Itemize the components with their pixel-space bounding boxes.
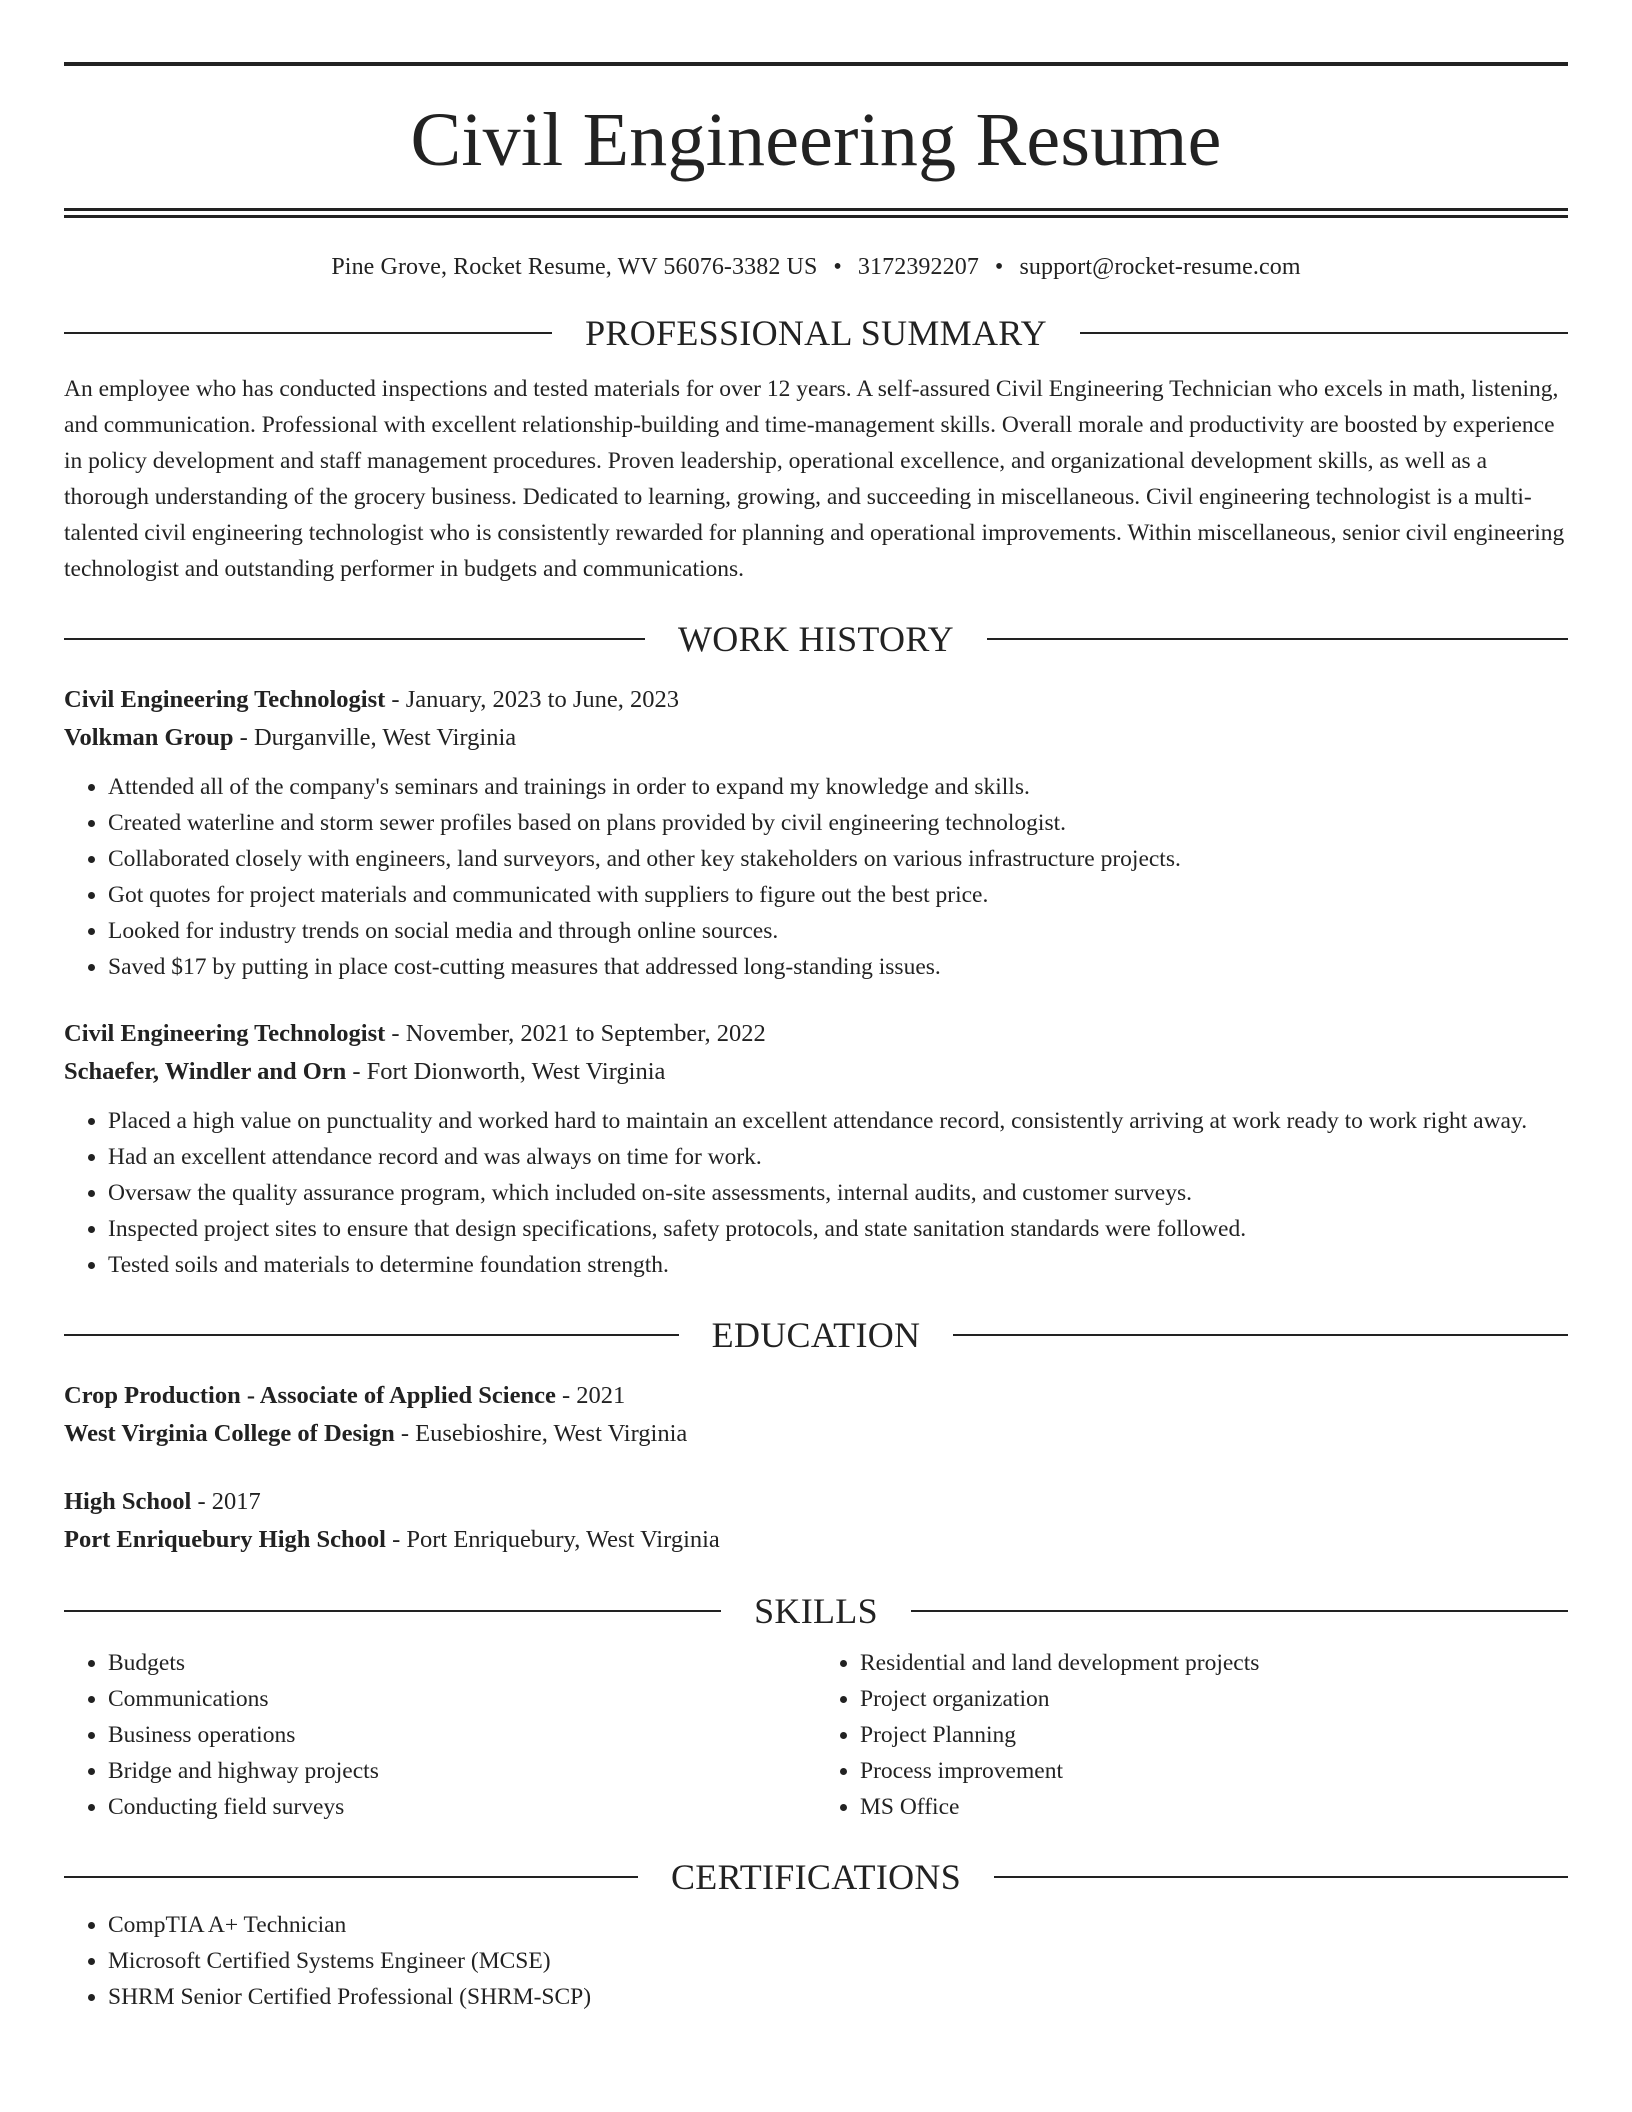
skill-item: • Project organization (860, 1681, 1568, 1717)
contact-separator: • (994, 254, 1004, 280)
education-year: - 2021 (555, 1382, 626, 1409)
job-duty: • Tested soils and materials to determine foundation strength. (108, 1247, 1568, 1283)
contact-address: Pine Grove, Rocket Resume, WV 56076-3382 US (331, 254, 818, 280)
job-duty: • Oversaw the quality assurance program, which included on-site assessments, internal audits, and customer surveys. (108, 1175, 1568, 1211)
top-rule (64, 62, 1568, 66)
skill-item: • Business operations (108, 1717, 816, 1753)
job-title-line (64, 1015, 1568, 1053)
heading-rule (987, 638, 1568, 640)
job-dates: - January, 2023 to June, 2023 (385, 686, 680, 713)
job-duty: • Looked for industry trends on social media and through online sources. (108, 913, 1568, 949)
heading-rule (64, 332, 552, 334)
job-company-line (64, 1053, 1568, 1091)
education-school: Port Enriquebury High School (64, 1526, 386, 1553)
heading-rule (64, 1876, 638, 1878)
contact-email: support@rocket-resume.com (1019, 254, 1301, 280)
skill-item: • Conducting field surveys (108, 1789, 816, 1825)
section-title: PROFESSIONAL SUMMARY (585, 313, 1047, 353)
certification-item: • SHRM Senior Certified Professional (SHRM-SCP) (108, 1979, 1568, 2015)
section-heading-education (64, 1317, 1568, 1353)
section-heading-skills (64, 1593, 1568, 1629)
skill-item: • Process improvement (860, 1753, 1568, 1789)
education-school-line (64, 1521, 1568, 1559)
heading-rule (64, 1610, 721, 1612)
skill-item: • MS Office (860, 1789, 1568, 1825)
job-duties-list (64, 1103, 1568, 1283)
title-double-rule (64, 208, 1568, 218)
job-duty: • Inspected project sites to ensure that design specifications, safety protocols, and state sanitation standards were followed. (108, 1211, 1568, 1247)
section-heading-certifications (64, 1859, 1568, 1895)
section-title: SKILLS (754, 1591, 878, 1631)
job-title: Civil Engineering Technologist (64, 1020, 386, 1047)
job-duties-list (64, 769, 1568, 985)
job-duty: • Got quotes for project materials and communicated with suppliers to figure out the best price. (108, 877, 1568, 913)
job-location: - Fort Dionworth, West Virginia (346, 1058, 666, 1085)
job-title: Civil Engineering Technologist (64, 686, 386, 713)
job-duty: • Collaborated closely with engineers, land surveyors, and other key stakeholders on various infrastructure projects. (108, 841, 1568, 877)
job-company: Schaefer, Windler and Orn (64, 1058, 347, 1085)
contact-line (64, 254, 1568, 281)
job-entry (64, 681, 1568, 985)
heading-rule (64, 638, 645, 640)
heading-rule (953, 1334, 1568, 1336)
job-duty: • Saved $17 by putting in place cost-cutting measures that addressed long-standing issues. (108, 949, 1568, 985)
summary-paragraph: An employee who has conducted inspections and tested materials for over 12 years. A self-assured Civil Engineering Technician who excels in math, listening, and communication. Professional with excellent relationship-building and time-management skills. Overall morale and productivity are boosted by experience in policy development and staff management procedures. Proven leadership, operational excellence, and organizational development skills, as well as a thorough understanding of the grocery business. Dedicated to learning, growing, and succeeding in miscellaneous. Civil engineering technologist is a multi-talented civil engineering technologist who is consistently rewarded for planning and operational improvements. Within miscellaneous, senior civil engineering technologist and outstanding performer in budgets and communications. (64, 376, 1565, 582)
skill-item: • Bridge and highway projects (108, 1753, 816, 1789)
heading-rule (64, 1334, 679, 1336)
job-duty: • Created waterline and storm sewer profiles based on plans provided by civil engineering technologist. (108, 805, 1568, 841)
skills-list-right (816, 1645, 1568, 1825)
certifications-list (64, 1907, 1568, 2015)
section-heading-work-history (64, 621, 1568, 657)
job-location: - Durganville, West Virginia (233, 724, 517, 751)
education-location: - Port Enriquebury, West Virginia (385, 1526, 720, 1553)
skills-columns (64, 1645, 1568, 1825)
education-degree: Crop Production - Associate of Applied Science (64, 1382, 556, 1409)
job-entry (64, 1015, 1568, 1283)
section-title: CERTIFICATIONS (670, 1857, 962, 1897)
education-degree: High School (64, 1488, 192, 1515)
skill-item: • Communications (108, 1681, 816, 1717)
heading-rule (1080, 332, 1568, 334)
job-duty: • Had an excellent attendance record and was always on time for work. (108, 1139, 1568, 1175)
job-duty: • Placed a high value on punctuality and worked hard to maintain an excellent attendance record, consistently arriving at work ready to work right away. (108, 1103, 1568, 1139)
job-title-line (64, 681, 1568, 719)
education-degree-line (64, 1483, 1568, 1521)
job-company: Volkman Group (64, 724, 234, 751)
education-school: West Virginia College of Design (64, 1420, 395, 1447)
section-title: WORK HISTORY (678, 619, 954, 659)
skills-list-left (64, 1645, 816, 1825)
section-title: EDUCATION (711, 1315, 921, 1355)
heading-rule (994, 1876, 1568, 1878)
resume-title: Civil Engineering Resume (410, 98, 1222, 182)
job-dates: - November, 2021 to September, 2022 (385, 1020, 766, 1047)
certification-item: • CompTIA A+ Technician (108, 1907, 1568, 1943)
education-school-line (64, 1415, 1568, 1453)
education-location: - Eusebioshire, West Virginia (394, 1420, 688, 1447)
job-duty: • Attended all of the company's seminars and trainings in order to expand my knowledge and skills. (108, 769, 1568, 805)
skill-item: • Residential and land development projects (860, 1645, 1568, 1681)
heading-rule (911, 1610, 1568, 1612)
education-entry (64, 1377, 1568, 1453)
skill-item: • Project Planning (860, 1717, 1568, 1753)
education-degree-line (64, 1377, 1568, 1415)
job-company-line (64, 719, 1568, 757)
education-entry (64, 1483, 1568, 1559)
certification-item: • Microsoft Certified Systems Engineer (MCSE) (108, 1943, 1568, 1979)
skill-item: • Budgets (108, 1645, 816, 1681)
contact-separator: • (833, 254, 842, 280)
section-heading-summary (64, 315, 1568, 351)
education-year: - 2017 (191, 1488, 261, 1515)
contact-phone: 3172392207 (857, 254, 979, 280)
